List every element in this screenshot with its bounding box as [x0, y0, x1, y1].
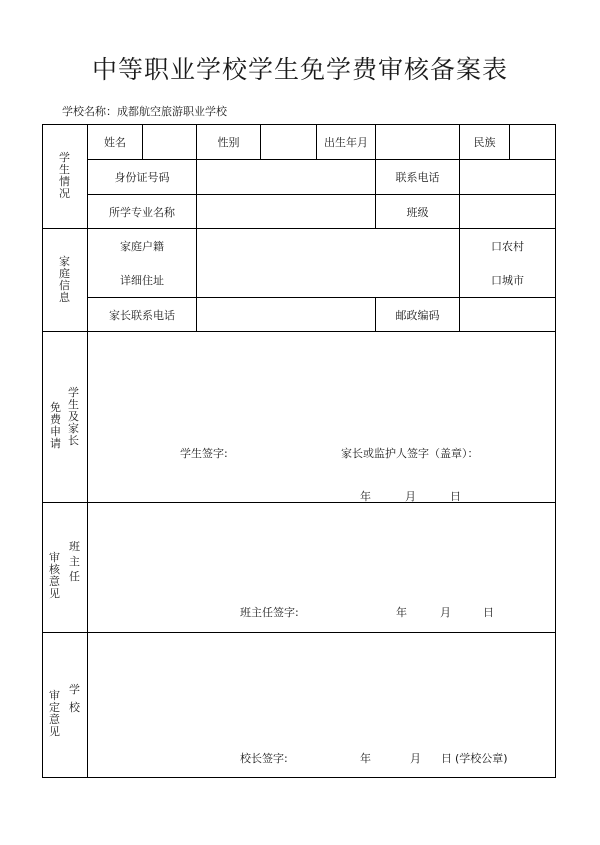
input-postcode[interactable] — [460, 298, 555, 331]
input-parent-phone[interactable] — [197, 298, 375, 331]
application-day: 日 — [450, 490, 461, 503]
form-title: 中等职业学校学生免学费审核备案表 — [91, 55, 508, 84]
teacher-day: 日 — [483, 606, 494, 619]
label-household: 家庭户籍 — [120, 240, 164, 253]
input-ethnicity[interactable] — [510, 125, 555, 159]
application-year: 年 — [360, 490, 371, 503]
label-ethnicity: 民族 — [473, 136, 496, 149]
input-major[interactable] — [197, 195, 375, 228]
section-label-student-info: 学 生 情 况 — [59, 151, 70, 200]
checkbox-rural[interactable]: 口农村 — [491, 240, 524, 253]
label-phone: 联系电话 — [395, 171, 440, 184]
application-month: 月 — [405, 490, 416, 503]
label-class: 班级 — [406, 205, 429, 219]
label-parent-phone: 家长联系电话 — [109, 308, 175, 322]
school-day: 日 — [441, 752, 452, 765]
section-label-application: 免 费 申 请 学 生 及 家 长 — [50, 385, 79, 450]
label-student-signature: 学生签字: — [180, 447, 228, 460]
section-label-teacher-review: 审 核 意 见 班 主 任 — [49, 539, 80, 600]
input-phone[interactable] — [460, 160, 555, 194]
checkbox-urban[interactable]: 口城市 — [491, 274, 524, 287]
school-name-value: 成都航空旅游职业学校 — [117, 105, 227, 118]
input-gender[interactable] — [261, 125, 316, 159]
input-household-address[interactable] — [197, 229, 459, 297]
label-principal-signature: 校长签字: — [240, 752, 288, 765]
input-id-number[interactable] — [197, 160, 375, 194]
label-major: 所学专业名称 — [109, 205, 175, 219]
input-class[interactable] — [460, 195, 555, 228]
school-month: 月 — [410, 752, 421, 765]
input-name[interactable] — [143, 125, 196, 159]
label-gender: 性别 — [217, 136, 240, 149]
section-label-school-review: 审 定 意 见 学 校 — [49, 682, 80, 738]
label-address: 详细住址 — [120, 274, 164, 287]
teacher-year: 年 — [396, 606, 407, 619]
teacher-month: 月 — [440, 606, 451, 619]
label-postcode: 邮政编码 — [395, 308, 440, 322]
label-id-number: 身份证号码 — [114, 171, 170, 184]
label-teacher-signature: 班主任签字: — [240, 606, 299, 619]
input-birth[interactable] — [376, 125, 459, 159]
school-year: 年 — [360, 752, 371, 765]
label-birth: 出生年月 — [324, 136, 368, 149]
label-parent-signature: 家长或监护人签字（盖章）： — [341, 447, 479, 460]
label-name: 姓名 — [104, 136, 126, 149]
school-seal-note: (学校公章) — [455, 752, 508, 765]
school-name-label: 学校名称： — [62, 105, 117, 118]
section-label-family-info: 家 庭 信 息 — [59, 254, 70, 304]
